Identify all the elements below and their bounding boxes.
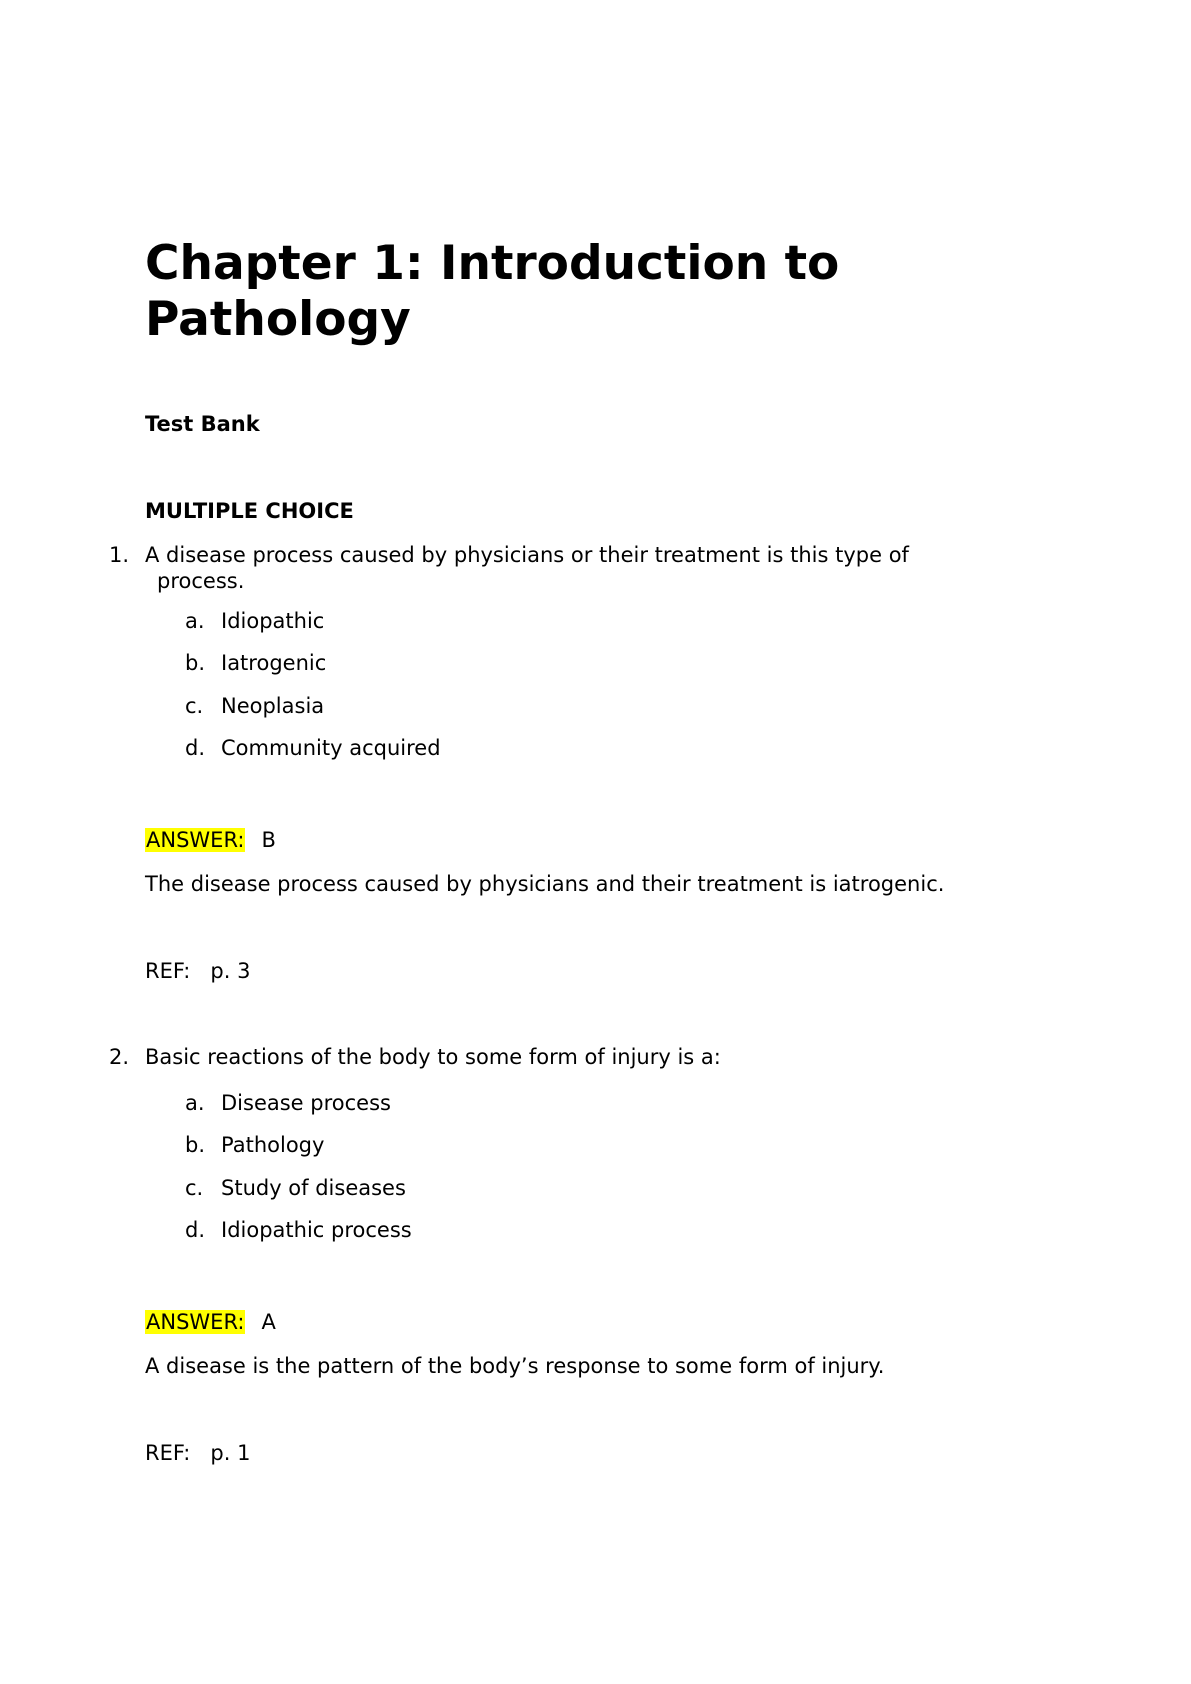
- option-letter: d.: [185, 1218, 206, 1242]
- question-text-line2: process.: [157, 569, 245, 593]
- ref-label: REF:: [145, 959, 191, 983]
- answer-line-2: [145, 1309, 276, 1335]
- question-text-line1: Basic reactions of the body to some form of injury is a:: [145, 1045, 721, 1069]
- answer-label: ANSWER:: [146, 1310, 245, 1334]
- ref-value: p. 1: [210, 1441, 251, 1465]
- option-2d: [185, 1217, 412, 1243]
- option-2a: [185, 1090, 391, 1116]
- rationale-1: The disease process caused by physicians and their treatment is iatrogenic.: [145, 872, 945, 896]
- question-text: [145, 1044, 975, 1070]
- chapter-title-line2: Pathology: [145, 292, 411, 347]
- option-1c: [185, 693, 324, 719]
- option-1a: [185, 608, 324, 634]
- ref-value: p. 3: [210, 959, 251, 983]
- question-number: 2.: [109, 1045, 130, 1069]
- answer-value: B: [261, 828, 276, 852]
- option-text: Iatrogenic: [221, 651, 327, 675]
- answer-label: ANSWER:: [146, 828, 245, 852]
- question-number: 1.: [109, 543, 130, 567]
- option-text: Idiopathic: [221, 609, 325, 633]
- chapter-title: [145, 236, 1045, 348]
- option-letter: c.: [185, 1176, 204, 1200]
- option-text: Disease process: [221, 1091, 391, 1115]
- test-bank-heading: Test Bank: [145, 412, 260, 436]
- ref-line-2: [145, 1440, 250, 1466]
- option-2b: [185, 1132, 324, 1158]
- option-letter: a.: [185, 609, 205, 633]
- option-2c: [185, 1175, 406, 1201]
- option-text: Community acquired: [221, 736, 441, 760]
- option-text: Study of diseases: [221, 1176, 406, 1200]
- document-page: [109, 236, 1045, 1465]
- ref-line-1: [145, 958, 250, 984]
- option-letter: a.: [185, 1091, 205, 1115]
- option-text: Pathology: [221, 1133, 325, 1157]
- option-1b: [185, 650, 326, 676]
- option-text: Idiopathic process: [221, 1218, 412, 1242]
- ref-label: REF:: [145, 1441, 191, 1465]
- option-letter: c.: [185, 694, 204, 718]
- option-letter: b.: [185, 651, 206, 675]
- option-text: Neoplasia: [221, 694, 325, 718]
- option-letter: b.: [185, 1133, 206, 1157]
- option-1d: [185, 735, 441, 761]
- rationale-2: A disease is the pattern of the body’s response to some form of injury.: [145, 1354, 885, 1378]
- question-text: [145, 542, 975, 594]
- answer-line-1: [145, 827, 276, 853]
- section-heading: MULTIPLE CHOICE: [145, 499, 354, 523]
- answer-value: A: [261, 1310, 276, 1334]
- chapter-title-line1: Chapter 1: Introduction to: [145, 236, 840, 291]
- option-letter: d.: [185, 736, 206, 760]
- question-text-line1: A disease process caused by physicians or their treatment is this type of: [145, 543, 909, 567]
